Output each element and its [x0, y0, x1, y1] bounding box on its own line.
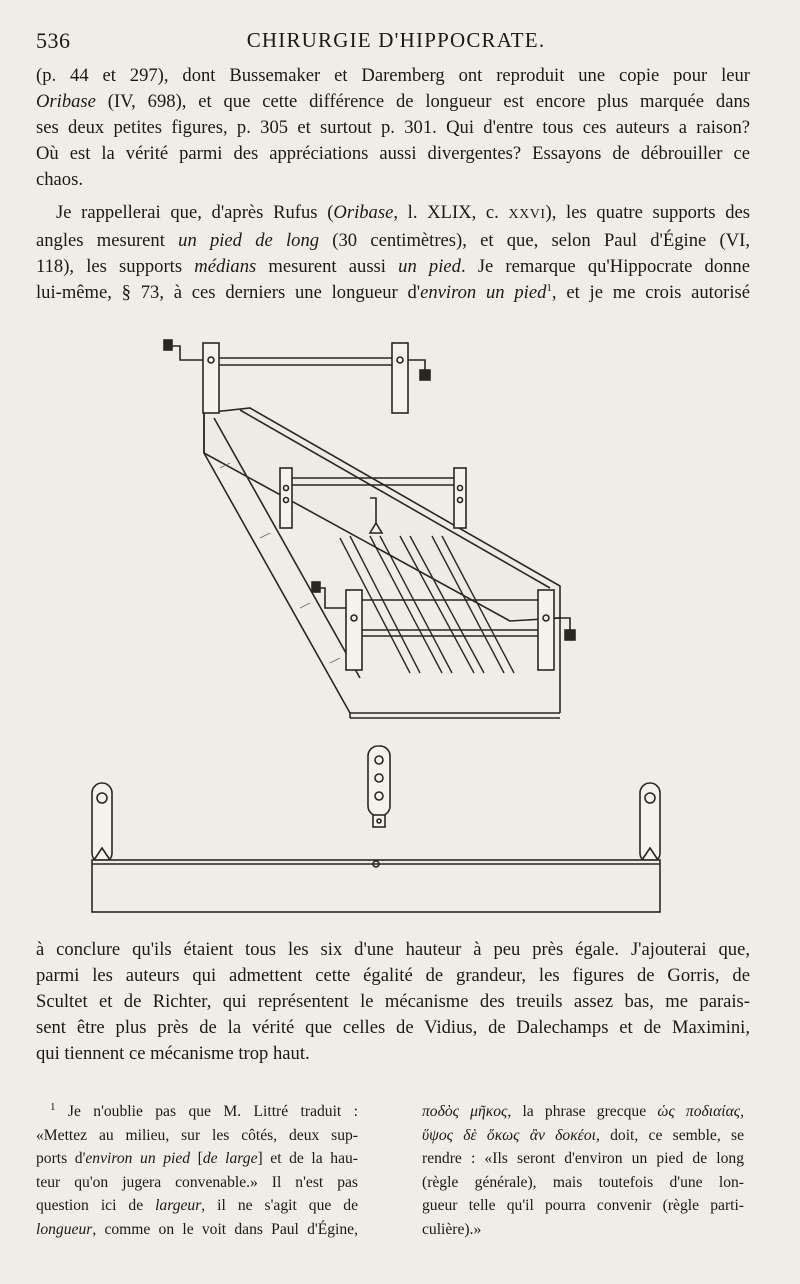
- text-run: mesurent aussi: [256, 256, 399, 277]
- text-run: Je n'oublie pas que M. Littré traduit :: [55, 1103, 358, 1120]
- text-run: , comme on le voit dans Paul d'Égine,: [92, 1220, 358, 1238]
- italic-run: environ un pied: [420, 282, 547, 303]
- paragraph-rufus: [36, 200, 750, 306]
- italic-run: environ un pied: [85, 1150, 191, 1167]
- text-run: (règle générale), mais toutefois d'une lon-: [422, 1173, 744, 1191]
- footnote-column-left: [36, 1100, 358, 1241]
- text-run: ] et de la hau-: [257, 1150, 358, 1167]
- page-number: 536: [36, 28, 71, 53]
- text-run: , la phrase grecque: [507, 1103, 658, 1120]
- footnote-column-right: [422, 1100, 744, 1241]
- text-run: «Mettez au milieu, sur les côtés, deux sup-: [36, 1126, 358, 1144]
- text-run: ), les quatre supports des: [545, 202, 750, 223]
- text-run: angles mesurent: [36, 230, 179, 251]
- text-run: (p. 44 et 297), dont Bussemaker et Daremberg ont reproduit une copie pour leur: [36, 65, 750, 86]
- text-run: lui-même, § 73, à ces derniers une longueur d': [36, 282, 421, 303]
- footnote-reference[interactable]: 1: [546, 281, 552, 294]
- top-windlass: [164, 340, 430, 413]
- italic-run: un pied de long: [178, 230, 320, 251]
- text-run: sent être plus près de la vérité que celles de Vidius, de Dalechamps et de Maximini,: [36, 1017, 750, 1038]
- paragraph-conclusion: [36, 937, 750, 1067]
- text-run: teur qu'on jugera convenable.» Il n'est pas: [36, 1173, 358, 1191]
- italic-run: médians: [194, 256, 257, 277]
- text-run: 118), les supports: [36, 256, 195, 277]
- text-run: gueur telle qu'il pourra convenir (règle parti-: [422, 1197, 744, 1214]
- text-run: parmi les auteurs qui admettent cette égalité de grandeur, les figures de Gorris, de: [36, 965, 750, 986]
- text-run: ports d': [36, 1150, 86, 1167]
- text-run: culière).»: [422, 1220, 482, 1238]
- loose-support-piece: [368, 746, 390, 827]
- text-run: rendre : «Ils seront d'environ un pied de long: [422, 1150, 744, 1167]
- italic-run: largeur: [155, 1197, 202, 1214]
- text-run: . Je remarque qu'Hippocrate donne: [460, 256, 750, 277]
- bench-illustration: [80, 318, 770, 930]
- paragraph-continued: [36, 63, 750, 193]
- italic-run: longueur: [36, 1220, 93, 1238]
- text-run: (IV, 698), et que cette différence de longueur est encore plus marquée dans: [95, 91, 750, 112]
- italic-run: Oribase: [333, 202, 394, 223]
- text-run: ses deux petites figures, p. 305 et surtout p. 301. Qui d'entre tous ces auteurs a raison?: [36, 117, 750, 138]
- italic-run: un pied: [398, 256, 461, 277]
- greek-run: ὕψος δὲ ὅκως ἂν δοκέοι: [422, 1126, 596, 1144]
- greek-run: ποδὸς μῆκος: [422, 1103, 508, 1120]
- running-title: CHIRURGIE D'HIPPOCRATE.: [246, 28, 546, 52]
- text-run: question ici de: [36, 1197, 156, 1214]
- italic-run: de large: [202, 1150, 258, 1167]
- footnote-number: 1: [50, 1100, 56, 1113]
- text-run: [: [190, 1150, 203, 1167]
- text-run: Où est la vérité parmi des appréciations aussi divergentes? Essayons de débrouiller ce: [36, 143, 750, 164]
- text-run: , et je me crois autorisé: [551, 282, 750, 303]
- bench-body: [204, 408, 560, 718]
- text-run: , l. XLIX, c.: [393, 202, 509, 223]
- text-run: chaos.: [36, 169, 83, 190]
- page-header: [36, 28, 756, 58]
- text-run: à conclure qu'ils étaient tous les six d'une hauteur à peu près égale. J'ajouterai que,: [36, 939, 750, 960]
- text-run: qui tiennent ce mécanisme trop haut.: [36, 1043, 310, 1064]
- text-run: (30 centimètres), et que, selon Paul d'Égine (VI,: [319, 230, 750, 251]
- text-run: , il ne s'agit que de: [201, 1197, 358, 1214]
- text-run: Scultet et de Richter, qui représentent le mécanisme des treuils assez bas, me parais-: [36, 991, 750, 1012]
- italic-run: Oribase: [36, 91, 96, 112]
- small-caps-run: XXVI: [508, 207, 546, 222]
- greek-run: ὡς ποδιαίας,: [657, 1103, 744, 1120]
- text-run: , doit, ce semble, se: [595, 1126, 744, 1144]
- text-run: Je rappellerai que, d'après Rufus (: [56, 202, 334, 223]
